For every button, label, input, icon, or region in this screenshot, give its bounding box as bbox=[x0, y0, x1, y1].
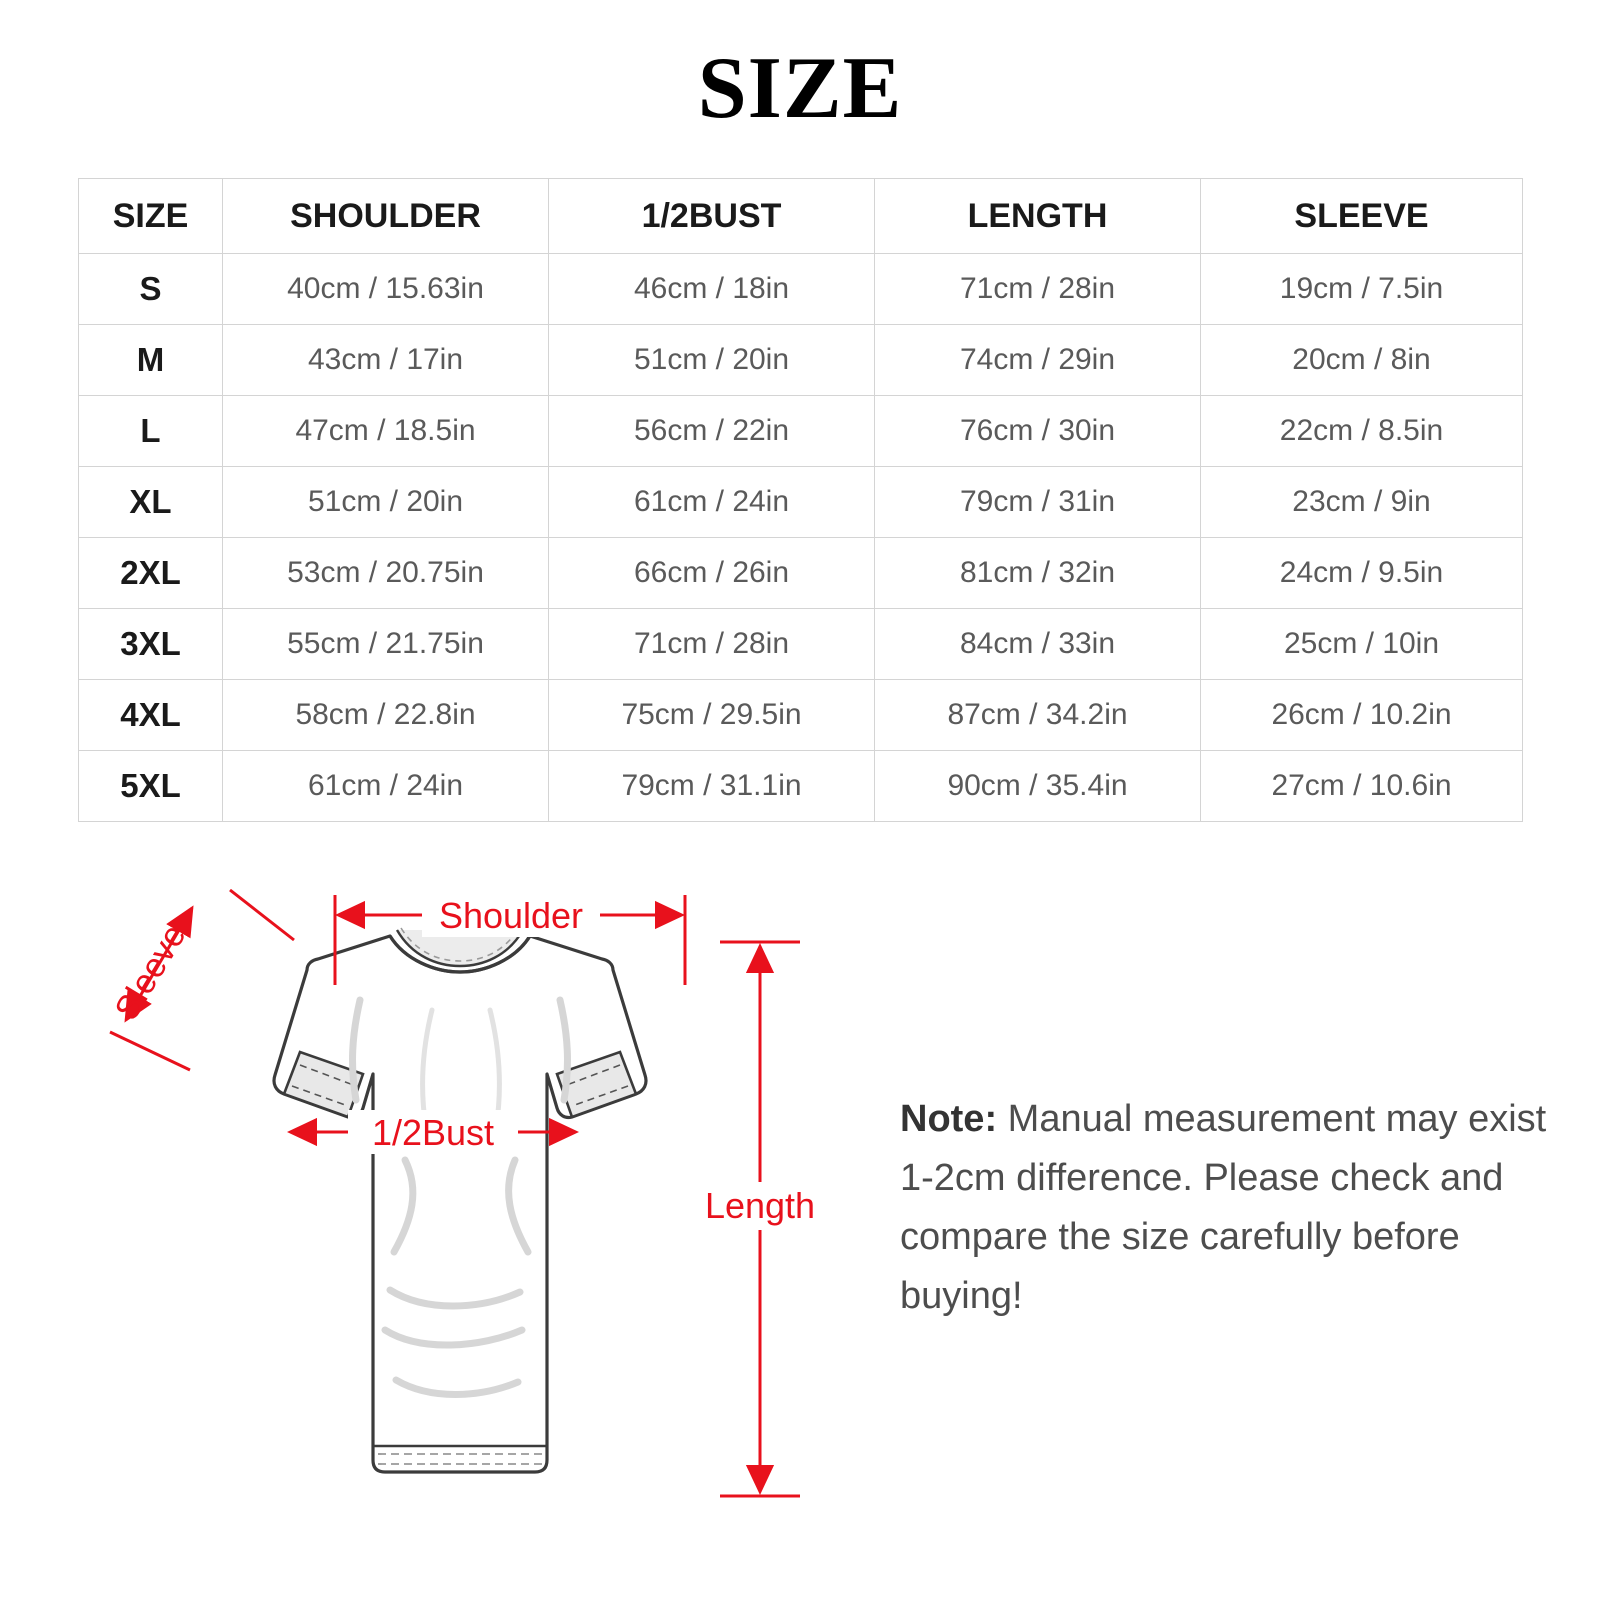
column-header-shoulder: SHOULDER bbox=[223, 179, 549, 254]
cell-shoulder: 40cm / 15.63in bbox=[223, 254, 549, 325]
measurement-note bbox=[900, 1090, 1560, 1326]
cell-shoulder: 61cm / 24in bbox=[223, 751, 549, 822]
cell-size: L bbox=[79, 396, 223, 467]
cell-sleeve: 25cm / 10in bbox=[1201, 609, 1523, 680]
cell-length: 90cm / 35.4in bbox=[875, 751, 1201, 822]
cell-sleeve: 24cm / 9.5in bbox=[1201, 538, 1523, 609]
cell-size: 2XL bbox=[79, 538, 223, 609]
cell-length: 71cm / 28in bbox=[875, 254, 1201, 325]
size-chart-table bbox=[78, 178, 1523, 822]
cell-bust: 46cm / 18in bbox=[549, 254, 875, 325]
note-label: Note: bbox=[900, 1098, 998, 1140]
label-bust: 1/2Bust bbox=[371, 1112, 495, 1153]
cell-length: 84cm / 33in bbox=[875, 609, 1201, 680]
cell-sleeve: 20cm / 8in bbox=[1201, 325, 1523, 396]
cell-bust: 66cm / 26in bbox=[549, 538, 875, 609]
column-header-bust: 1/2BUST bbox=[549, 179, 875, 254]
cell-length: 74cm / 29in bbox=[875, 325, 1201, 396]
cell-bust: 56cm / 22in bbox=[549, 396, 875, 467]
note-text: Manual measurement may exist 1-2cm difference. Please check and compare the size carefully before buying! bbox=[900, 1098, 1547, 1317]
length-dimension bbox=[700, 942, 820, 1496]
sleeve-dimension bbox=[108, 890, 294, 1070]
cell-length: 79cm / 31in bbox=[875, 467, 1201, 538]
label-sleeve: Sleeve bbox=[107, 917, 194, 1027]
column-header-length: LENGTH bbox=[875, 179, 1201, 254]
table-row bbox=[79, 396, 1523, 467]
cell-bust: 51cm / 20in bbox=[549, 325, 875, 396]
table-row bbox=[79, 680, 1523, 751]
table-row bbox=[79, 609, 1523, 680]
cell-shoulder: 43cm / 17in bbox=[223, 325, 549, 396]
column-header-size: SIZE bbox=[79, 179, 223, 254]
table-row bbox=[79, 751, 1523, 822]
page-title: SIZE bbox=[697, 40, 903, 137]
cell-size: 3XL bbox=[79, 609, 223, 680]
cell-length: 81cm / 32in bbox=[875, 538, 1201, 609]
cell-length: 87cm / 34.2in bbox=[875, 680, 1201, 751]
cell-length: 76cm / 30in bbox=[875, 396, 1201, 467]
cell-size: S bbox=[79, 254, 223, 325]
column-header-sleeve: SLEEVE bbox=[1201, 179, 1523, 254]
cell-bust: 71cm / 28in bbox=[549, 609, 875, 680]
tshirt-illustration bbox=[274, 928, 646, 1472]
label-shoulder: Shoulder bbox=[438, 895, 584, 936]
label-length: Length bbox=[704, 1185, 816, 1226]
table-header-row bbox=[79, 179, 1523, 254]
cell-shoulder: 58cm / 22.8in bbox=[223, 680, 549, 751]
cell-bust: 79cm / 31.1in bbox=[549, 751, 875, 822]
cell-bust: 61cm / 24in bbox=[549, 467, 875, 538]
table-row bbox=[79, 325, 1523, 396]
cell-sleeve: 23cm / 9in bbox=[1201, 467, 1523, 538]
cell-size: M bbox=[79, 325, 223, 396]
table-row bbox=[79, 467, 1523, 538]
cell-sleeve: 19cm / 7.5in bbox=[1201, 254, 1523, 325]
cell-size: 4XL bbox=[79, 680, 223, 751]
cell-sleeve: 22cm / 8.5in bbox=[1201, 396, 1523, 467]
cell-shoulder: 47cm / 18.5in bbox=[223, 396, 549, 467]
cell-sleeve: 26cm / 10.2in bbox=[1201, 680, 1523, 751]
cell-sleeve: 27cm / 10.6in bbox=[1201, 751, 1523, 822]
table-row bbox=[79, 538, 1523, 609]
cell-size: 5XL bbox=[79, 751, 223, 822]
cell-shoulder: 53cm / 20.75in bbox=[223, 538, 549, 609]
cell-shoulder: 51cm / 20in bbox=[223, 467, 549, 538]
cell-bust: 75cm / 29.5in bbox=[549, 680, 875, 751]
tshirt-measurement-diagram bbox=[60, 860, 860, 1560]
cell-size: XL bbox=[79, 467, 223, 538]
cell-shoulder: 55cm / 21.75in bbox=[223, 609, 549, 680]
table-row bbox=[79, 254, 1523, 325]
